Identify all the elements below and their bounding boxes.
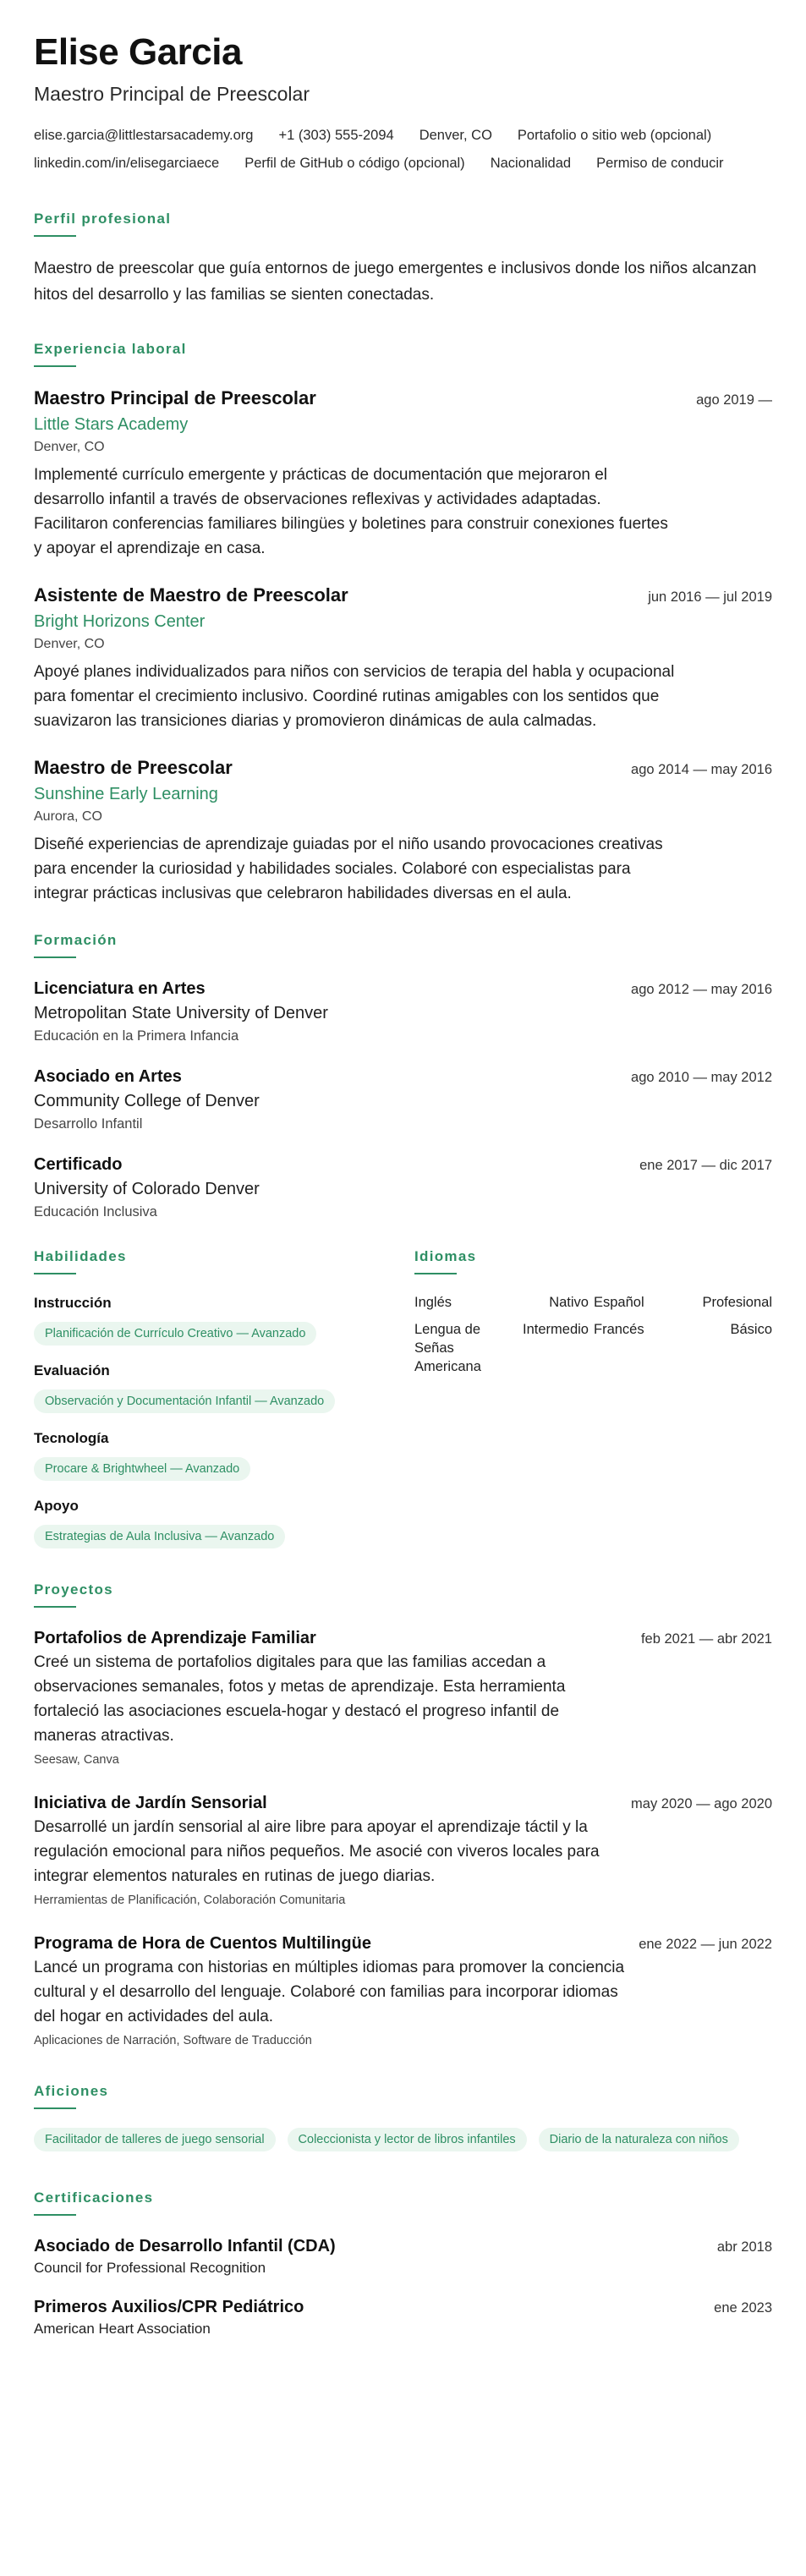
hobby-chip: Coleccionista y lector de libros infantiles <box>288 2128 527 2151</box>
project-title: Iniciativa de Jardín Sensorial <box>34 1794 267 1812</box>
languages-section <box>414 1247 772 1548</box>
project-title: Portafolios de Aprendizaje Familiar <box>34 1629 316 1647</box>
resume-header <box>34 30 772 178</box>
contact-location: Denver, CO <box>419 128 492 143</box>
skill-group <box>34 1361 392 1413</box>
certification-issuer: Council for Professional Recognition <box>34 2260 266 2276</box>
project-entry <box>34 1932 772 2050</box>
skill-group <box>34 1496 392 1548</box>
project-description: Desarrollé un jardín sensorial al aire libre para apoyar el aprendizaje táctil y la regulación emocional para niños pequeños. Me asocié con viveros locales para integrar elementos naturales en rutinas de juego diarias. <box>34 1818 600 1885</box>
section-title: Formación <box>34 932 118 948</box>
certification-date: abr 2018 <box>716 2239 772 2255</box>
languages-grid <box>414 1293 772 1376</box>
section-title: Perfil profesional <box>34 211 172 227</box>
hobbies-section <box>34 2082 772 2151</box>
skill-category: Instrucción <box>34 1295 112 1311</box>
certification-title: Asociado de Desarrollo Infantil (CDA) <box>34 2237 336 2255</box>
section-title: Proyectos <box>34 1581 113 1598</box>
job-title: Maestro Principal de Preescolar <box>34 387 316 408</box>
education-degree: Asociado en Artes <box>34 1067 182 1086</box>
skill-category: Tecnología <box>34 1430 109 1446</box>
skill-chip: Planificación de Currículo Creativo — Avanzado <box>34 1322 316 1346</box>
education-school: Community College of Denver <box>34 1092 260 1110</box>
job-date: ago 2019 — <box>696 392 772 408</box>
contact-github[interactable]: Perfil de GitHub o código (opcional) <box>244 156 465 171</box>
job-company: Sunshine Early Learning <box>34 785 218 803</box>
education-section <box>34 931 772 1222</box>
profile-section <box>34 210 772 308</box>
job-location: Denver, CO <box>34 440 105 454</box>
job-company: Little Stars Academy <box>34 415 189 434</box>
skills-section <box>34 1247 392 1548</box>
experience-section <box>34 340 772 906</box>
contact-linkedin[interactable]: linkedin.com/in/elisegarciaece <box>34 156 220 171</box>
hobby-chip: Facilitador de talleres de juego sensorial <box>34 2128 276 2151</box>
contact-website[interactable]: Portafolio o sitio web (opcional) <box>517 128 712 143</box>
language-level: Nativo <box>549 1295 589 1310</box>
certification-date: ene 2023 <box>714 2300 772 2316</box>
section-title: Habilidades <box>34 1248 127 1264</box>
job-title: Asistente de Maestro de Preescolar <box>34 584 348 606</box>
project-tools: Herramientas de Planificación, Colaboración Comunitaria <box>34 1894 346 1907</box>
section-divider <box>414 1273 457 1274</box>
contact-nationality: Nacionalidad <box>490 156 572 171</box>
project-tools: Seesaw, Canva <box>34 1753 119 1767</box>
candidate-headline: Maestro Principal de Preescolar <box>34 83 310 105</box>
job-entry <box>34 583 772 733</box>
project-description: Lancé un programa con historias en múltiples idiomas para promover la conciencia cultural y el desarrollo del lenguaje. Colaboré con familias para incorporar idiomas del hogar en actividades del aula. <box>34 1959 625 2025</box>
education-entry <box>34 977 772 1046</box>
project-tools: Aplicaciones de Narración, Software de Traducción <box>34 2034 312 2047</box>
section-divider <box>34 1606 76 1608</box>
skill-group <box>34 1428 392 1481</box>
section-divider <box>34 365 76 367</box>
project-entry <box>34 1791 772 1910</box>
skill-category: Apoyo <box>34 1498 79 1514</box>
certification-entry <box>34 2295 772 2339</box>
certification-issuer: American Heart Association <box>34 2321 211 2337</box>
skill-category: Evaluación <box>34 1362 110 1378</box>
profile-summary: Maestro de preescolar que guía entornos de juego emergentes e inclusivos donde los niños alcanzan hitos del desarrollo y las familias se sienten conectadas. <box>34 260 757 304</box>
education-degree: Licenciatura en Artes <box>34 979 206 998</box>
project-date: may 2020 — ago 2020 <box>631 1796 772 1811</box>
job-date: ago 2014 — may 2016 <box>631 762 772 777</box>
project-date: ene 2022 — jun 2022 <box>639 1937 772 1952</box>
section-divider <box>34 235 76 237</box>
skill-chip: Estrategias de Aula Inclusiva — Avanzado <box>34 1525 285 1548</box>
project-entry <box>34 1626 772 1769</box>
education-school: Metropolitan State University of Denver <box>34 1004 328 1022</box>
contact-email[interactable]: elise.garcia@littlestarsacademy.org <box>34 128 254 143</box>
education-entry <box>34 1065 772 1134</box>
contact-drivers-license: Permiso de conducir <box>596 156 724 171</box>
certification-title: Primeros Auxilios/CPR Pediátrico <box>34 2298 304 2316</box>
education-date: ene 2017 — dic 2017 <box>639 1158 772 1173</box>
language-name: Francés <box>594 1322 644 1337</box>
contact-list <box>34 122 772 178</box>
section-divider <box>34 2107 76 2109</box>
job-entry <box>34 755 772 906</box>
section-title: Idiomas <box>414 1248 477 1264</box>
job-company: Bright Horizons Center <box>34 612 206 631</box>
language-level: Profesional <box>702 1295 772 1310</box>
project-description: Creé un sistema de portafolios digitales para que las familias accedan a observaciones semanales, fotos y metas de aprendizaje. Esta herramienta fortaleció las asociaciones escuela-hogar y destacó el progreso infantil de maneras atractivas. <box>34 1653 566 1745</box>
job-description: Implementé currículo emergente y prácticas de documentación que mejoraron el desarrollo infantil a través de observaciones reflexivas y actividades adaptadas. Facilitaron conferencias familiares bilingües y boletines para construir conexiones fuertes y apoyar el aprendizaje en casa. <box>34 466 668 557</box>
skill-chip: Procare & Brightwheel — Avanzado <box>34 1457 250 1481</box>
job-location: Denver, CO <box>34 637 105 651</box>
job-title: Maestro de Preescolar <box>34 757 233 778</box>
section-title: Aficiones <box>34 2083 109 2099</box>
job-description: Diseñé experiencias de aprendizaje guiadas por el niño usando provocaciones creativas para encender la curiosidad y habilidades sociales. Colaboré con especialistas para integrar prácticas inclusivas que celebraron habilidades diversas en el aula. <box>34 836 663 902</box>
hobby-list <box>34 2128 772 2151</box>
language-level: Básico <box>730 1322 772 1337</box>
skill-chip: Observación y Documentación Infantil — Avanzado <box>34 1389 335 1413</box>
education-field: Educación Inclusiva <box>34 1204 157 1219</box>
job-location: Aurora, CO <box>34 809 102 824</box>
education-field: Educación en la Primera Infancia <box>34 1028 239 1044</box>
education-date: ago 2010 — may 2012 <box>631 1070 772 1085</box>
project-date: feb 2021 — abr 2021 <box>640 1631 772 1647</box>
section-divider <box>34 1273 76 1274</box>
job-date: jun 2016 — jul 2019 <box>648 589 772 605</box>
skills-languages-row <box>34 1247 772 1548</box>
job-entry <box>34 386 772 561</box>
projects-section <box>34 1581 772 2050</box>
section-title: Experiencia laboral <box>34 341 187 357</box>
job-description: Apoyé planes individualizados para niños con servicios de terapia del habla y ocupacional para fomentar el crecimiento inclusivo. Coordiné rutinas amigables con los sentidos que suavizaron las transiciones diarias y promovieron dinámicas de aula calmadas. <box>34 663 675 730</box>
section-divider <box>34 2214 76 2216</box>
language-level: Intermedio <box>523 1322 589 1337</box>
language-name: Inglés <box>414 1295 452 1310</box>
section-title: Certificaciones <box>34 2190 154 2206</box>
language-name: Español <box>594 1295 644 1310</box>
contact-phone[interactable]: +1 (303) 555-2094 <box>278 128 394 143</box>
certifications-section <box>34 2189 772 2339</box>
section-divider <box>34 956 76 958</box>
education-date: ago 2012 — may 2016 <box>631 982 772 997</box>
education-field: Desarrollo Infantil <box>34 1116 143 1132</box>
project-title: Programa de Hora de Cuentos Multilingüe <box>34 1934 371 1953</box>
language-name: Lengua de Señas Americana <box>414 1322 481 1374</box>
education-degree: Certificado <box>34 1155 123 1174</box>
certification-entry <box>34 2234 772 2278</box>
hobby-chip: Diario de la naturaleza con niños <box>539 2128 739 2151</box>
education-school: University of Colorado Denver <box>34 1180 260 1198</box>
candidate-name: Elise Garcia <box>34 31 242 73</box>
education-entry <box>34 1153 772 1222</box>
skill-group <box>34 1293 392 1346</box>
